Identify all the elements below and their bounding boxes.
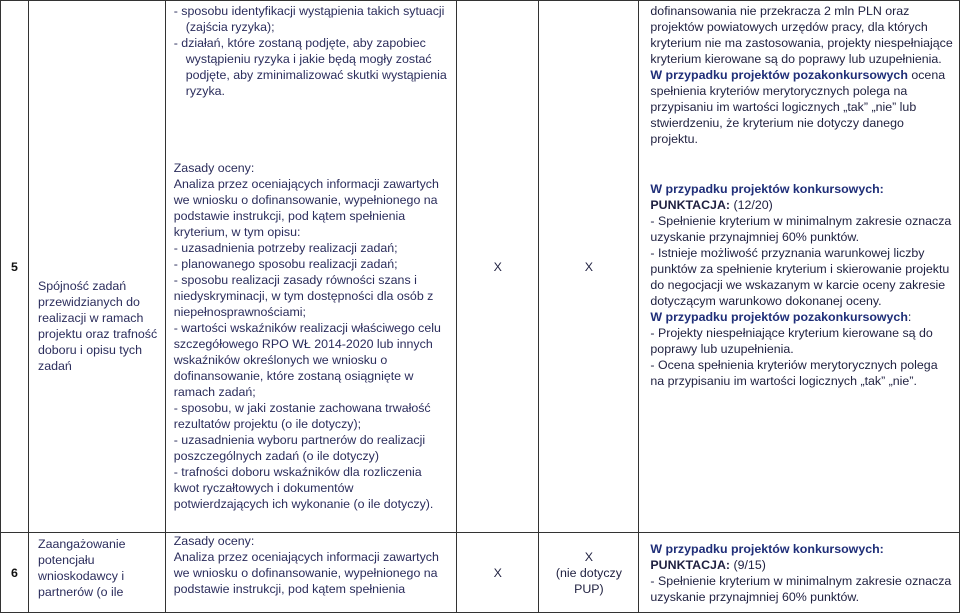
points-label: PUNKTACJA: xyxy=(650,558,731,572)
risk-item: - sposobu identyfikacji wystąpienia takich sytuacji xyxy=(173,4,445,18)
note-noncompetitive xyxy=(650,67,953,147)
note-heading-line xyxy=(650,309,953,325)
risk-item: ryzyka. xyxy=(185,84,225,98)
rules-label: Zasady oceny: xyxy=(173,534,255,548)
points-value: (9/15) xyxy=(730,558,766,572)
rules-text: Analiza przez oceniających informacji zawartych we wniosku o dofinansowanie, wypełnionego na podstawie instrukcji, pod kątem spełnienia kryterium, w tym opisu: xyxy=(173,177,439,239)
rules-item: - planowanego sposobu realizacji zadań; xyxy=(173,257,398,271)
note-heading: W przypadku projektów pozakonkursowych xyxy=(650,310,908,324)
scoring-notes xyxy=(639,1,960,533)
criterion-name xyxy=(29,1,166,533)
note-heading: W przypadku projektów konkursowych: xyxy=(650,542,884,556)
points-value: (12/20) xyxy=(730,198,773,212)
rules-item: - trafności doboru wskaźników dla rozliczenia kwot ryczałtowych i dokumentów potwierdzających ich wykonanie (o ile dotyczy). xyxy=(173,465,434,511)
risk-item: (zajścia ryzyka); xyxy=(185,20,275,34)
note-item: - Projekty niespełniające kryterium kierowane są do poprawy lub uzupełnienia. xyxy=(650,326,933,356)
rules-item: - uzasadnienia potrzeby realizacji zadań; xyxy=(173,241,398,255)
mark-cell: X xyxy=(539,1,639,533)
mark-value: X xyxy=(584,549,593,564)
note-heading-colon: : xyxy=(907,310,912,324)
note-body: ocena spełnienia kryteriów merytorycznych polega na przypisaniu im wartości logicznych „tak” „nie” lub stwierdzeniu, że kryterium nie dotyczy danego projektu. xyxy=(650,68,946,146)
criterion-description xyxy=(165,1,456,533)
note-item: - Istnieje możliwość przyznania warunkowej liczby punktów za spełnienie kryterium i skierowanie projektu do negocjacji we wskazanym w karcie oceny zakresie dotyczącym warunkowo dokonanej oceny. xyxy=(650,246,950,308)
note-item: - Spełnienie kryterium w minimalnym zakresie oznacza uzyskanie przynajmniej 60% punktów. xyxy=(650,214,952,244)
rules-item: - wartości wskaźników realizacji właściwego celu szczegółowego RPO WŁ 2014-2020 lub innych wskaźników określonych we wniosku o dofinansowanie, które zostaną osiągnięte w ramach zadań; xyxy=(173,321,441,399)
risk-item: - działań, które zostaną podjęte, aby zapobiec xyxy=(173,36,426,50)
points-label: PUNKTACJA: xyxy=(650,198,731,212)
risk-item: podjęte, aby zminimalizować skutki wystąpienia xyxy=(185,68,447,82)
note-item: - Spełnienie kryterium w minimalnym zakresie oznacza uzyskanie przynajmniej 60% punktów. xyxy=(650,574,952,604)
rules-list xyxy=(174,240,450,512)
risk-item: wystąpieniu ryzyka i jakie będą mogły zostać xyxy=(185,52,432,66)
criterion-name: Zaangażowanie potencjału wnioskodawcy i partnerów (o ile xyxy=(29,533,166,613)
note-item: - Ocena spełnienia kryteriów merytorycznych polega na przypisaniu im wartości logicznych „tak” „nie”. xyxy=(650,358,938,388)
points-line xyxy=(650,557,953,573)
rules-item: - uzasadnienia wyboru partnerów do realizacji poszczególnych zadań (o ile dotyczy) xyxy=(173,433,426,463)
rules-label: Zasady oceny: xyxy=(173,161,255,175)
row-number: 5 xyxy=(1,1,29,533)
risk-list xyxy=(174,1,450,99)
rules-item: - sposobu realizacji zasady równości szans i niedyskryminacji, w tym dostępności dla osób z niepełnosprawnościami; xyxy=(173,273,434,319)
note-heading: W przypadku projektów pozakonkursowych xyxy=(650,68,908,82)
rules-item: - sposobu, w jaki zostanie zachowana trwałość rezultatów projektu (o ile dotyczy); xyxy=(173,401,431,431)
note-heading: W przypadku projektów konkursowych: xyxy=(650,182,884,196)
mark-cell: X xyxy=(457,533,539,613)
points-line xyxy=(650,197,953,213)
mark-cell: X xyxy=(457,1,539,533)
mark-note: (nie dotyczy PUP) xyxy=(555,565,622,596)
table-row xyxy=(1,1,960,533)
note-text: dofinansowania nie przekracza 2 mln PLN oraz projektów powiatowych urzędów pracy, dla których kryterium nie ma zastosowania, projekty niespełniające kryterium kierowane są do poprawy lub uzupełnienia. xyxy=(650,4,953,66)
criterion-name-text: Spójność zadań przewidzianych do realizacji w ramach projektu oraz trafność doboru i opisu tych zadań xyxy=(38,278,158,373)
row-number: 6 xyxy=(1,533,29,613)
rules-text: Analiza przez oceniających informacji zawartych we wniosku o dofinansowanie, wypełnionego na podstawie instrukcji, pod kątem spełnienia xyxy=(173,550,439,596)
